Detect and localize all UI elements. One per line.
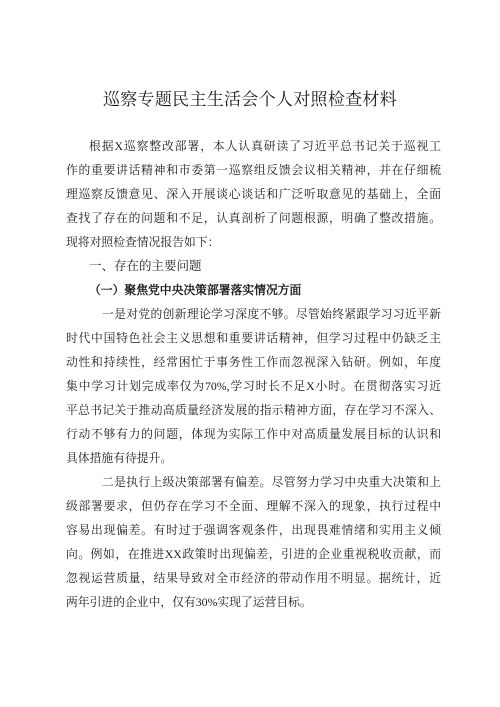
paragraph-line: 集中学习计划完成率仅为70%,学习时长不足X小时。在贯彻落实习近 <box>66 379 441 393</box>
paragraph-line: 向。例如，在推进XX政策时出现偏差，引进的企业重视税收贡献，而 <box>66 547 441 561</box>
paragraph-line: 忽视运营质量，结果导致对全市经济的带动作用不明显。据统计，近 <box>66 571 441 585</box>
paragraph-line: 容易出现偏差。有时过于强调客观条件，出现畏难情绪和实用主义倾 <box>66 523 441 537</box>
section-heading: 一、存在的主要问题 <box>89 259 202 273</box>
intro-line: 查找了存在的问题和不足，认真剖析了问题根源，明确了整改措施。 <box>66 211 441 225</box>
paragraph-line: 具体措施有待提升。 <box>66 451 173 465</box>
intro-line: 作的重要讲话精神和市委第一巡察组反馈会议相关精神，并在仔细梳 <box>66 163 441 177</box>
paragraph-line: 一是对党的创新理论学习深度不够。尽管始终紧跟学习习近平新 <box>102 307 441 321</box>
paragraph-1 <box>66 302 441 470</box>
intro-line: 现将对照检查情况报告如下： <box>66 235 220 249</box>
intro-line: 理巡察反馈意见、深入开展谈心谈话和广泛听取意见的基础上，全面 <box>66 187 441 201</box>
paragraph-line: 时代中国特色社会主义思想和重要讲话精神，但学习过程中仍缺乏主 <box>66 331 441 345</box>
subsection-heading: （一）聚焦党中央决策部署落实情况方面 <box>89 283 302 297</box>
document-title: 巡察专题民主生活会个人对照检查材料 <box>102 90 398 109</box>
paragraph-2 <box>66 470 441 614</box>
paragraph-line: 级部署要求，但仍存在学习不全面、理解不深入的现象，执行过程中 <box>66 499 441 513</box>
paragraph-line: 行动不够有力的问题，体现为实际工作中对高质量发展目标的认识和 <box>66 427 441 441</box>
paragraph-line: 两年引进的企业中，仅有30%实现了运营目标。 <box>66 595 312 609</box>
document-body <box>66 134 441 614</box>
paragraph-line: 动性和持续性，经常困忙于事务性工作而忽视深入钻研。例如，年度 <box>66 355 441 369</box>
intro-paragraph <box>66 134 441 254</box>
paragraph-line: 二是执行上级决策部署有偏差。尽管努力学习中央重大决策和上 <box>102 475 441 489</box>
paragraph-line: 平总书记关于推动高质量经济发展的指示精神方面，存在学习不深入、 <box>66 403 441 417</box>
intro-line: 根据X巡察整改部署，本人认真研读了习近平总书记关于巡视工 <box>89 139 441 153</box>
